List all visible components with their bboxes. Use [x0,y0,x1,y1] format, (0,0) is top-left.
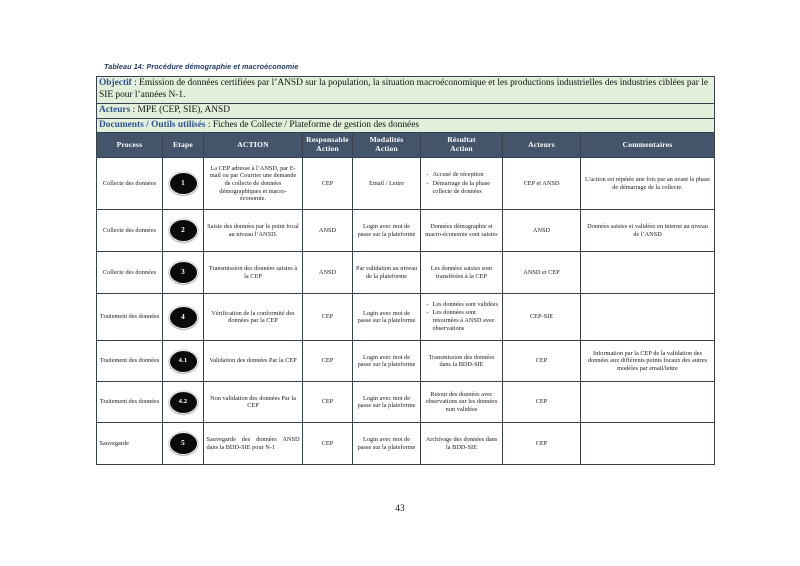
table-row [97,210,715,252]
table-row [97,294,715,341]
cell-acteurs: CEP [503,341,581,382]
cell-etape [163,210,204,252]
step-number: 3 [181,268,185,277]
cell-process: Collecte des données [97,210,163,252]
cell-responsable: CEP [303,382,353,423]
cell-responsable: CEP [303,423,353,465]
cell-commentaires: Information par la CEP de la validation des données aux différents points focaux des autres modèles par email/lettre [581,341,715,382]
objectif-row [97,77,715,104]
cell-acteurs: CEP-SIE [503,294,581,341]
table-row [97,382,715,423]
column-header-process: Process [97,133,163,158]
step-number: 2 [181,226,185,235]
resultat-list [424,171,500,195]
cell-modalites: Par validation au niveau de la plateforme [353,252,421,294]
table-caption: Tableau 14: Procédure démographie et macroéconomie [104,62,299,71]
documents-label: Documents / Outils utilisés [99,119,206,130]
resultat-list [424,301,500,333]
cell-process: Traitement des données [97,382,163,423]
resultat-item: - Accusé de réception [426,171,500,179]
cell-process: Traitement des données [97,294,163,341]
step-badge [166,219,201,242]
column-header-modalites-action [353,133,421,158]
cell-etape [163,252,204,294]
cell-commentaires [581,382,715,423]
step-badge [166,391,201,414]
column-header-action: ACTION [204,133,303,158]
cell-action: Non validation des données Par la CEP [204,382,303,423]
cell-modalites: Login avec mot de passe sur la plateforme [353,341,421,382]
cell-resultat: Les données saisies sont transférées à la CEP [421,252,503,294]
column-header-resultat-line1: Résultat [447,135,476,145]
cell-action: Saisie des données par le point focal au niveau l’ANSD. [204,210,303,252]
cell-resultat: Archivage des données dans la BDD-SIE [421,423,503,465]
cell-resultat: Retour des données avec observations sur les données non validées [421,382,503,423]
cell-modalites: Email / Lettre [353,158,421,210]
table-header-row [97,133,715,158]
step-number: 1 [181,179,185,188]
cell-responsable: CEP [303,341,353,382]
cell-etape [163,294,204,341]
cell-modalites: Login avec mot de passe sur la plateforme [353,210,421,252]
objectif-cell [97,77,715,104]
step-number: 4.1 [178,356,188,364]
cell-responsable: CEP [303,294,353,341]
cell-acteurs: ANSD et CEP [503,252,581,294]
cell-acteurs: CEP et ANSD [503,158,581,210]
column-header-commentaires: Commentaires [581,133,715,158]
table-row [97,252,715,294]
cell-process: Collecte des données [97,252,163,294]
cell-resultat [421,158,503,210]
cell-etape [163,423,204,465]
cell-action: Validation des données Par la CEP [204,341,303,382]
resultat-item: - Les données sont retournées à ANSD avec observations [426,309,500,333]
cell-action: Sauvegarde des données ANSD dans la BDD-SIE pour N-1 [204,423,303,465]
resultat-item: - Démarrage de la phase collecte de données [426,180,500,196]
table-row [97,158,715,210]
cell-commentaires [581,294,715,341]
column-header-modalites-line2: Action [375,144,398,154]
cell-commentaires: Données saisies et validées en interne au niveau de l’ANSD [581,210,715,252]
documents-cell [97,118,715,133]
step-badge [166,172,201,195]
column-header-responsable-line2: Action [316,144,339,154]
cell-process: Collecte des données [97,158,163,210]
documents-text: : Fiches de Collecte / Plateforme de gestion des données [205,119,420,130]
cell-commentaires: L’action est répétée une fois par an avant la phase de démarrage de la collecte. [581,158,715,210]
step-badge [166,261,201,284]
cell-acteurs: CEP [503,382,581,423]
column-header-acteurs: Acteurs [503,133,581,158]
step-badge [166,350,201,373]
documents-row [97,118,715,133]
cell-resultat: Transmission des données dans la BDD-SIE [421,341,503,382]
column-header-modalites-line1: Modalités [369,135,404,145]
objectif-label: Objectif [99,78,132,88]
cell-resultat [421,294,503,341]
acteurs-cell [97,103,715,118]
step-number: 4.2 [178,397,188,405]
step-badge [166,306,201,329]
cell-etape [163,382,204,423]
cell-process: Sauvegarde [97,423,163,465]
step-number: 4 [181,312,185,321]
column-header-responsable-line1: Responsable [306,135,349,145]
page-number: 43 [395,504,405,514]
column-header-etape: Etape [163,133,204,158]
cell-commentaires [581,252,715,294]
column-header-resultat-line2: Action [450,144,473,154]
step-number: 5 [181,439,185,448]
cell-responsable: ANSD [303,210,353,252]
step-badge [166,432,201,455]
cell-action: Vérification de la conformité des données par la CEP [204,294,303,341]
cell-resultat: Données démographie et macro-économie sont saisies [421,210,503,252]
cell-responsable: ANSD [303,252,353,294]
acteurs-label: Acteurs [99,104,131,115]
cell-modalites: Login avec mot de passe sur la plateforme [353,294,421,341]
cell-action: La CEP adresse à l’ANSD, par E-mail ou par Courrier une demande de collecte de données démographiques et macro-économie. [204,158,303,210]
cell-responsable: CEP [303,158,353,210]
cell-etape [163,158,204,210]
acteurs-text: : MPE (CEP, SIE), ANSD [130,104,231,115]
cell-commentaires [581,423,715,465]
cell-modalites: Login avec mot de passe sur la plateforme [353,423,421,465]
objectif-text: : Emission de données certifiées par l’ANSD sur la population, la situation macroéconomique et les productions industrielles des industries ciblées par le SIE pour l’années N-1. [99,78,708,100]
cell-etape [163,341,204,382]
column-header-resultat-action [421,133,503,158]
cell-process: Traitement des données [97,341,163,382]
table-row [97,341,715,382]
column-header-responsable-action [303,133,353,158]
cell-action: Transmission des données saisies à la CEP [204,252,303,294]
cell-acteurs: ANSD [503,210,581,252]
cell-acteurs: CEP [503,423,581,465]
table-row [97,423,715,465]
resultat-item: - Les données sont validées [426,301,500,309]
cell-modalites: Login avec mot de passe sur la plateforme [353,382,421,423]
acteurs-row [97,103,715,118]
procedure-table [96,76,715,465]
